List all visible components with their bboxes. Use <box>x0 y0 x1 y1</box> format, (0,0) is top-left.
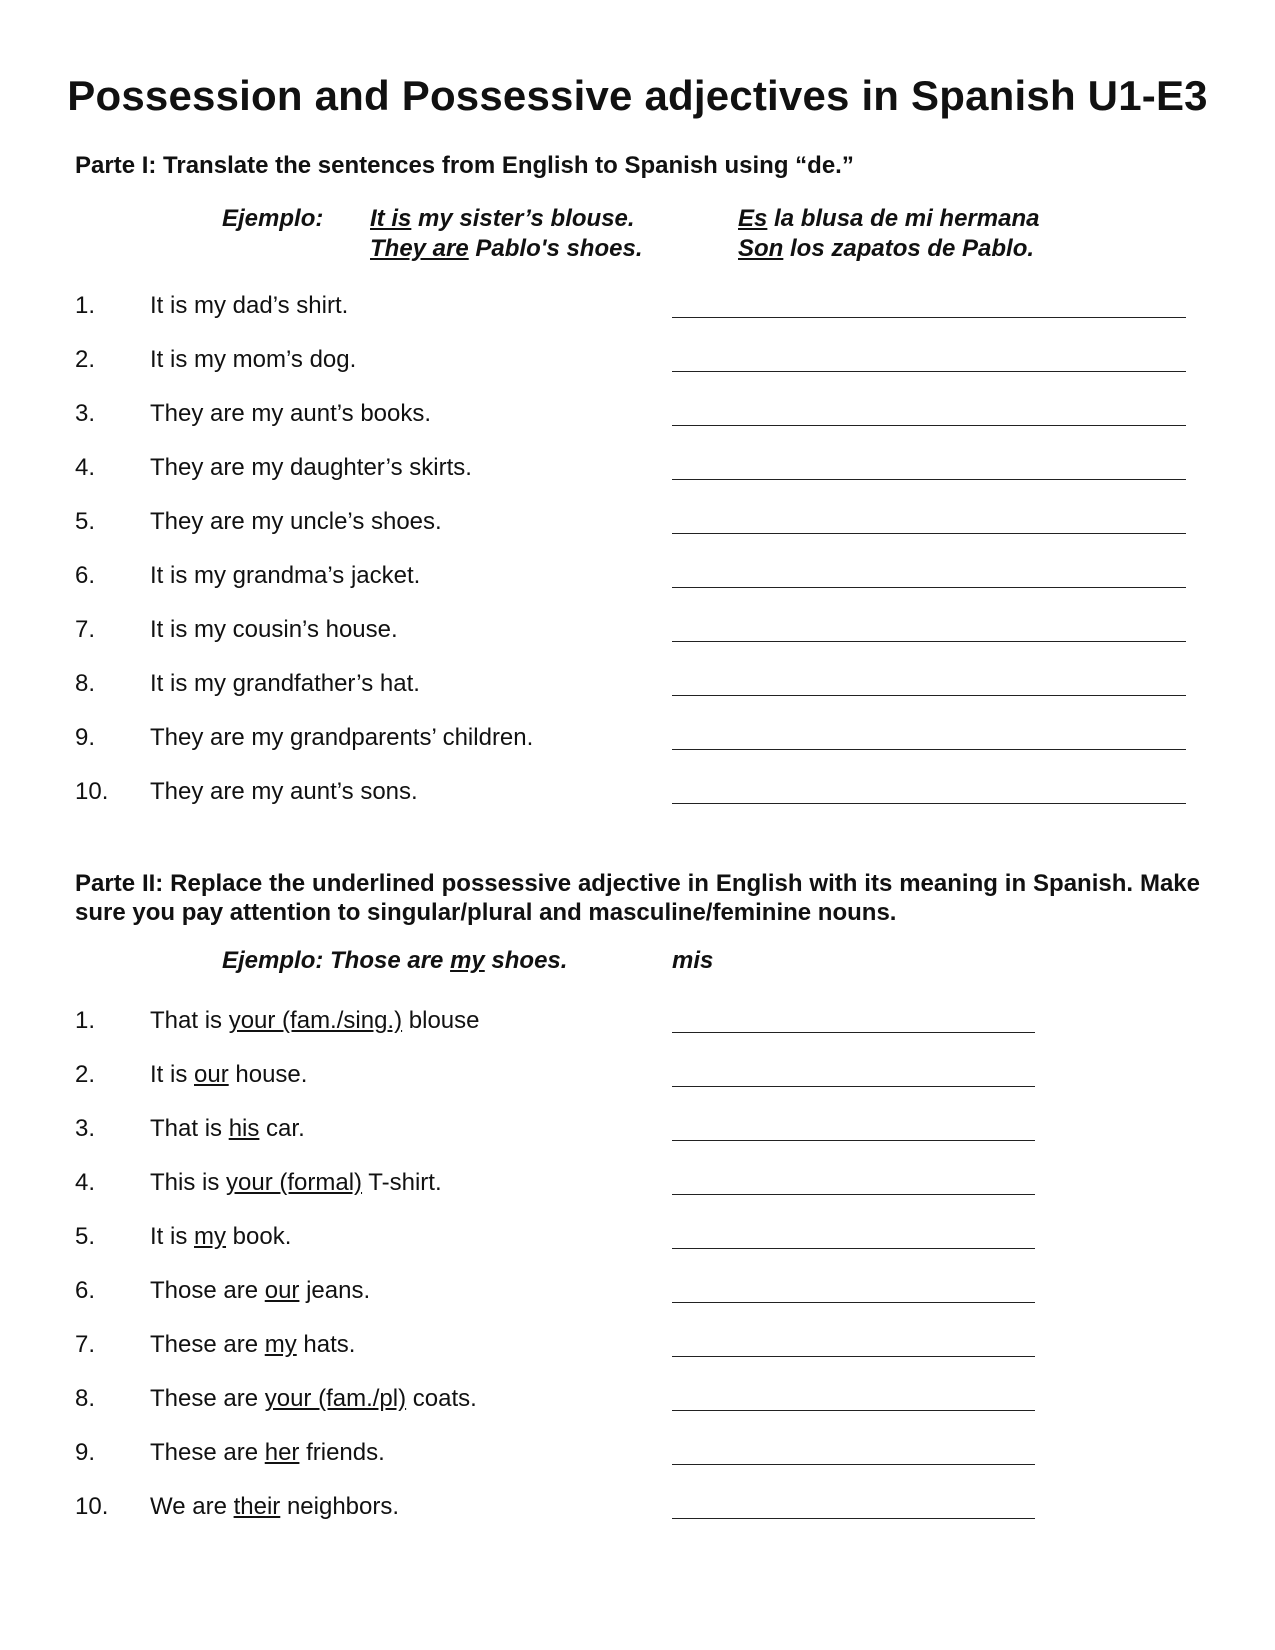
part1-item <box>0 560 1275 592</box>
item-number: 10. <box>75 1493 109 1520</box>
example-underlined-phrase: It is <box>370 205 412 232</box>
part1-item <box>0 344 1275 376</box>
answer-blank[interactable] <box>672 425 1186 426</box>
item-number: 6. <box>75 1277 96 1304</box>
part2-item <box>0 1275 1275 1307</box>
example-sentence-text: my sister’s blouse. <box>411 205 635 232</box>
item-sentence: It is my cousin’s house. <box>150 616 398 643</box>
item-number: 5. <box>75 1223 96 1250</box>
item-sentence: They are my aunt’s books. <box>150 400 432 427</box>
sentence-text: It is <box>150 1061 195 1088</box>
sentence-text: This is <box>150 1169 227 1196</box>
underlined-possessive: your (formal) <box>226 1169 363 1196</box>
part1-item <box>0 776 1275 808</box>
answer-blank[interactable] <box>672 533 1186 534</box>
sentence-text: neighbors. <box>280 1493 400 1520</box>
part1-item <box>0 722 1275 754</box>
item-number: 3. <box>75 400 96 427</box>
part2-example <box>222 946 567 976</box>
part1-example-english-line <box>370 204 642 234</box>
item-sentence <box>150 1059 307 1091</box>
example-underlined-phrase: They are <box>370 235 469 262</box>
item-number: 3. <box>75 1115 96 1142</box>
sentence-text: hats. <box>296 1331 356 1358</box>
underlined-possessive: his <box>228 1115 260 1142</box>
item-number: 8. <box>75 1385 96 1412</box>
part2-item <box>0 1437 1275 1469</box>
item-number: 2. <box>75 346 96 373</box>
answer-blank[interactable] <box>672 1086 1035 1087</box>
answer-blank[interactable] <box>672 1356 1035 1357</box>
answer-blank[interactable] <box>672 749 1186 750</box>
item-number: 7. <box>75 1331 96 1358</box>
part1-item <box>0 506 1275 538</box>
answer-blank[interactable] <box>672 1032 1035 1033</box>
underlined-possessive: our <box>194 1061 229 1088</box>
item-sentence <box>150 1437 385 1469</box>
item-number: 4. <box>75 1169 96 1196</box>
answer-blank[interactable] <box>672 1518 1035 1519</box>
item-sentence <box>150 1167 442 1199</box>
example-underlined-phrase: my <box>450 947 485 974</box>
part1-example-spanish <box>738 204 1039 264</box>
item-sentence: They are my aunt’s sons. <box>150 778 418 805</box>
item-number: 2. <box>75 1061 96 1088</box>
underlined-possessive: my <box>264 1331 297 1358</box>
sentence-text: It is <box>150 1223 195 1250</box>
sentence-text: That is <box>150 1115 229 1142</box>
answer-blank[interactable] <box>672 641 1186 642</box>
answer-blank[interactable] <box>672 587 1186 588</box>
item-number: 6. <box>75 562 96 589</box>
underlined-possessive: our <box>264 1277 300 1304</box>
sentence-text: book. <box>226 1223 292 1250</box>
sentence-text: coats. <box>406 1385 477 1412</box>
answer-blank[interactable] <box>672 371 1186 372</box>
part1-instruction: Parte I: Translate the sentences from English to Spanish using “de.” <box>75 152 854 179</box>
part1-example-spanish-line <box>738 204 1039 234</box>
sentence-text: house. <box>228 1061 308 1088</box>
part1-example-spanish-line <box>738 234 1039 264</box>
sentence-text: car. <box>259 1115 305 1142</box>
answer-blank[interactable] <box>672 695 1186 696</box>
sentence-text: jeans. <box>299 1277 371 1304</box>
sentence-text: These are <box>150 1439 265 1466</box>
example-underlined-phrase: Son <box>738 235 784 262</box>
answer-blank[interactable] <box>672 479 1186 480</box>
underlined-possessive: my <box>194 1223 227 1250</box>
answer-blank[interactable] <box>672 1410 1035 1411</box>
part1-example-english <box>370 204 642 264</box>
example-sentence-text: Pablo's shoes. <box>468 235 643 262</box>
part1-example-label: Ejemplo: <box>222 205 324 232</box>
part2-item <box>0 1005 1275 1037</box>
part2-item <box>0 1221 1275 1253</box>
part2-example-answer: mis <box>672 947 714 974</box>
underlined-possessive: her <box>264 1439 300 1466</box>
item-number: 4. <box>75 454 96 481</box>
part1-item <box>0 452 1275 484</box>
answer-blank[interactable] <box>672 317 1186 318</box>
underlined-possessive: your (fam./pl) <box>264 1385 407 1412</box>
part2-item <box>0 1113 1275 1145</box>
item-sentence <box>150 1491 399 1523</box>
part2-instruction: Parte II: Replace the underlined possessive adjective in English with its meaning in Spanish. Make sure you pay attention to singular/plural and masculine/feminine nouns. <box>75 870 1200 926</box>
item-sentence <box>150 1275 370 1307</box>
page-title: Possession and Possessive adjectives in Spanish U1-E3 <box>67 72 1208 119</box>
item-number: 1. <box>75 1007 96 1034</box>
item-sentence <box>150 1329 355 1361</box>
item-sentence <box>150 1221 291 1253</box>
answer-blank[interactable] <box>672 1194 1035 1195</box>
item-number: 5. <box>75 508 96 535</box>
answer-blank[interactable] <box>672 1140 1035 1141</box>
example-sentence-text: los zapatos de Pablo. <box>783 235 1035 262</box>
example-sentence-text: Ejemplo: Those are <box>222 947 451 974</box>
part2-item <box>0 1491 1275 1523</box>
item-number: 9. <box>75 724 96 751</box>
item-sentence <box>150 1005 479 1037</box>
part1-item <box>0 290 1275 322</box>
part2-item <box>0 1167 1275 1199</box>
part2-item <box>0 1329 1275 1361</box>
item-sentence: They are my uncle’s shoes. <box>150 508 442 535</box>
item-number: 10. <box>75 778 109 805</box>
part1-example-english-line <box>370 234 642 264</box>
item-sentence: They are my grandparents’ children. <box>150 724 534 751</box>
example-sentence-text: la blusa de mi hermana <box>767 205 1040 232</box>
item-sentence <box>150 1383 477 1415</box>
underlined-possessive: your (fam./sing.) <box>228 1007 403 1034</box>
part1-item <box>0 668 1275 700</box>
item-sentence: It is my dad’s shirt. <box>150 292 349 319</box>
part1-item <box>0 614 1275 646</box>
part2-item <box>0 1059 1275 1091</box>
item-sentence: It is my mom’s dog. <box>150 346 357 373</box>
sentence-text: blouse <box>402 1007 480 1034</box>
part2-item <box>0 1383 1275 1415</box>
item-number: 9. <box>75 1439 96 1466</box>
item-number: 7. <box>75 616 96 643</box>
item-number: 1. <box>75 292 96 319</box>
sentence-text: friends. <box>299 1439 385 1466</box>
example-sentence-text: shoes. <box>484 947 568 974</box>
sentence-text: These are <box>150 1385 265 1412</box>
sentence-text: That is <box>150 1007 229 1034</box>
sentence-text: We are <box>150 1493 234 1520</box>
item-sentence: They are my daughter’s skirts. <box>150 454 472 481</box>
part1-item <box>0 398 1275 430</box>
answer-blank[interactable] <box>672 1464 1035 1465</box>
sentence-text: These are <box>150 1331 265 1358</box>
item-sentence: It is my grandfather’s hat. <box>150 670 420 697</box>
sentence-text: T-shirt. <box>362 1169 442 1196</box>
answer-blank[interactable] <box>672 1248 1035 1249</box>
item-sentence <box>150 1113 305 1145</box>
item-number: 8. <box>75 670 96 697</box>
underlined-possessive: their <box>233 1493 281 1520</box>
item-sentence: It is my grandma’s jacket. <box>150 562 421 589</box>
sentence-text: Those are <box>150 1277 265 1304</box>
example-underlined-phrase: Es <box>738 205 768 232</box>
answer-blank[interactable] <box>672 803 1186 804</box>
answer-blank[interactable] <box>672 1302 1035 1303</box>
